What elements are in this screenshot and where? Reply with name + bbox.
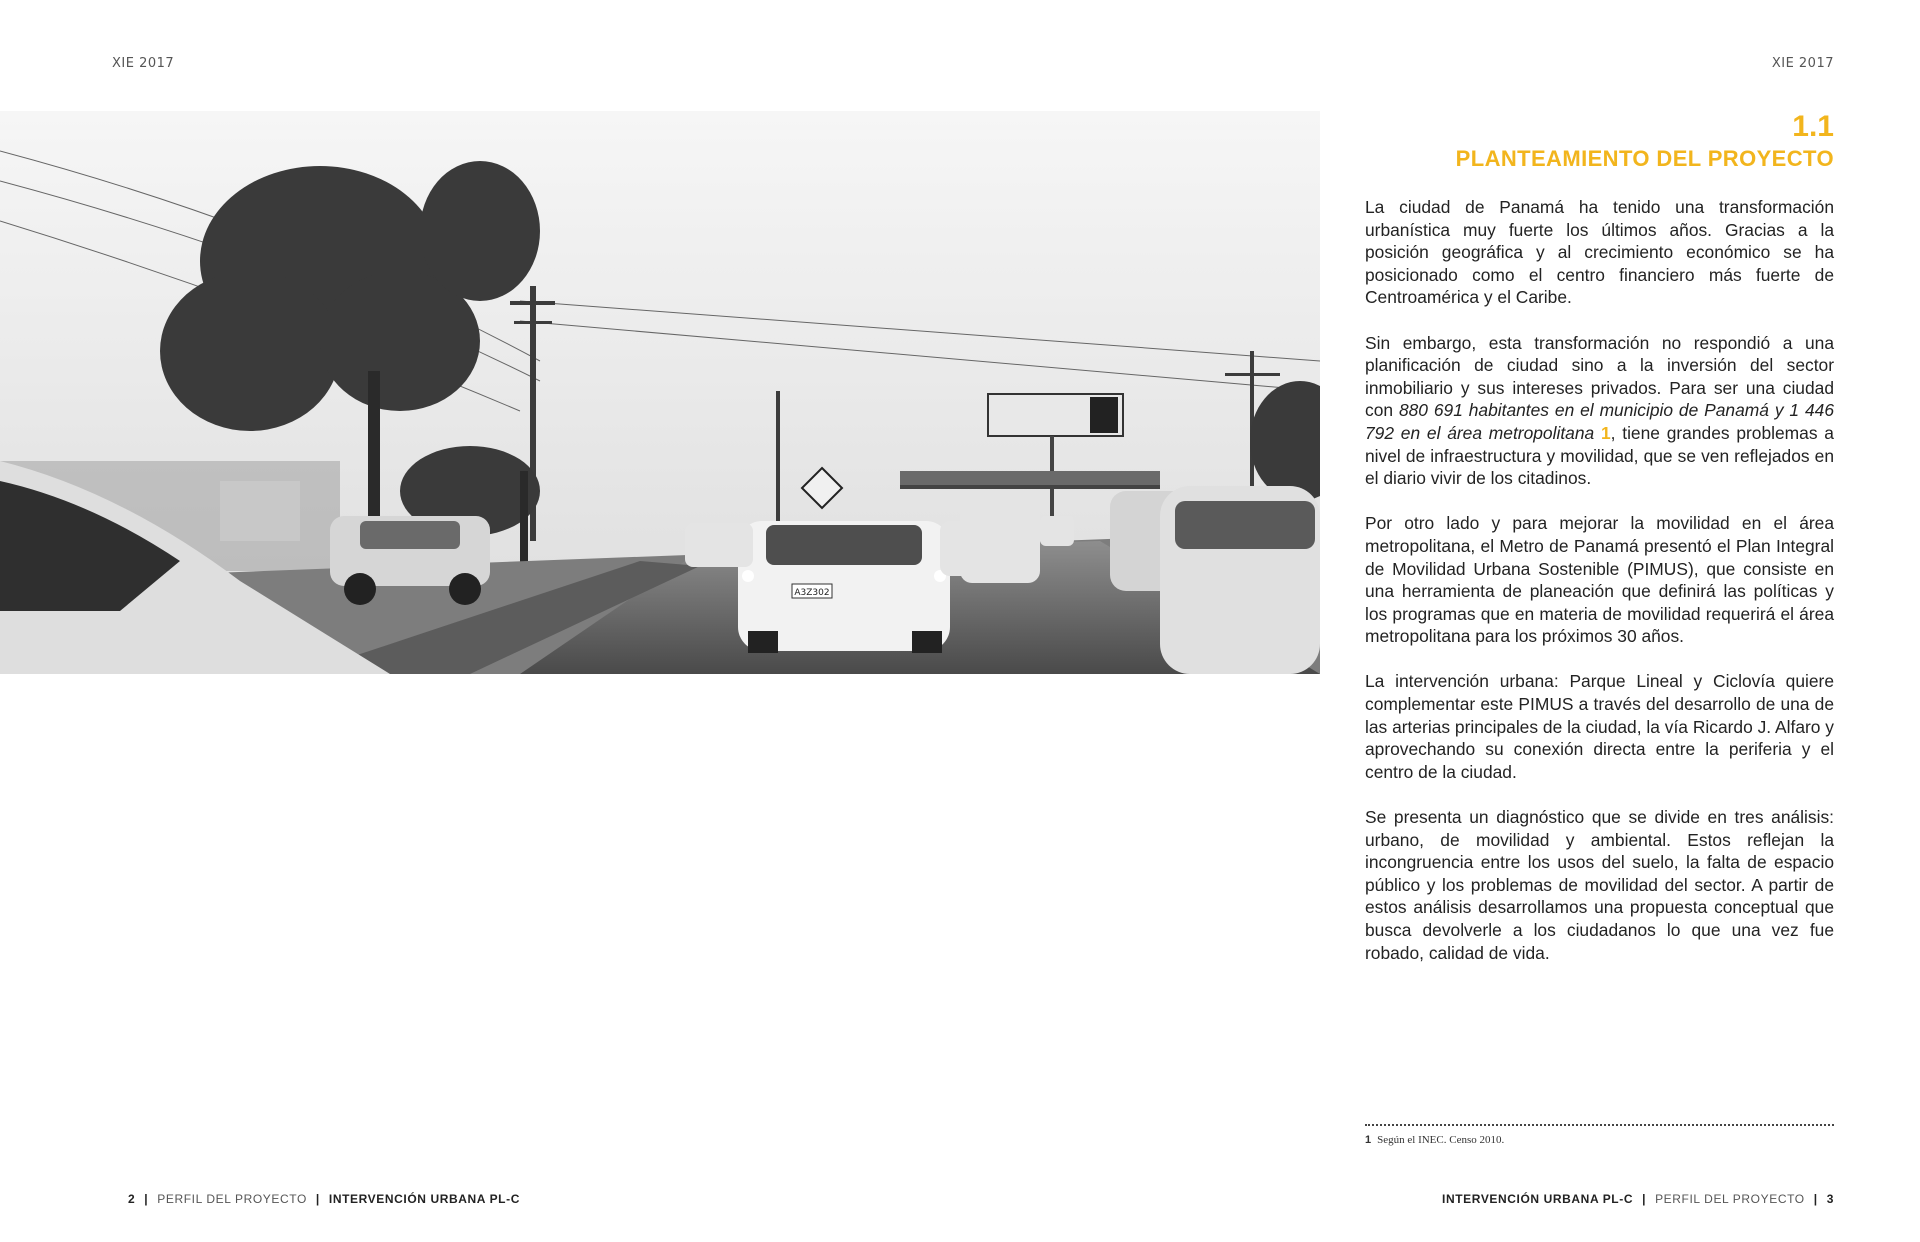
footer-page-number-left: 2 xyxy=(128,1192,136,1206)
footer-section-left: PERFIL DEL PROYECTO xyxy=(157,1192,307,1206)
paragraph-2 xyxy=(1365,332,1834,490)
footer-project-right: INTERVENCIÓN URBANA PL-C xyxy=(1442,1192,1634,1206)
license-plate: A3Z302 xyxy=(794,588,830,598)
paragraph-1: La ciudad de Panamá ha tenido una transformación urbanística muy fuerte los últimos años. Gracias a la posición geográfica y al crecimiento económico se ha posicionado como el centro financiero más fuerte de Centroamérica y el Caribe. xyxy=(1365,197,1834,308)
paragraph-4: La intervención urbana: Parque Lineal y Ciclovía quiere complementar este PIMUS a través del desarrollo de una de las arterias principales de la ciudad, la vía Ricardo J. Alfaro y aprovechando su conexión directa entre la periferia y el centro de la ciudad. xyxy=(1365,671,1834,782)
right-page xyxy=(1320,0,1920,1242)
footer-page-number-right: 3 xyxy=(1826,1192,1834,1206)
paragraph-2-italic: 880 691 habitantes en el municipio de Panamá y 1 446 792 en el área metropolitana xyxy=(1365,400,1834,443)
footnote-number: 1 xyxy=(1365,1134,1372,1146)
section-title: PLANTEAMIENTO DEL PROYECTO xyxy=(1455,146,1834,171)
paragraph-2-text-a: Sin embargo, esta transformación no respondió a una planificación de ciudad sino a la inversión del sector inmobiliario y sus intereses privados. Para ser una ciudad con xyxy=(1365,332,1834,421)
street-traffic-photo xyxy=(0,111,1320,674)
footnote-divider xyxy=(1365,1124,1834,1126)
footer-right: INTERVENCIÓN URBANA PL-C | PERFIL DEL PROYECTO | 3 xyxy=(1442,1192,1834,1206)
footer-left: 2 | PERFIL DEL PROYECTO | INTERVENCIÓN URBANA PL-C xyxy=(128,1192,520,1206)
header-date-right: XIE 2017 xyxy=(1771,56,1834,71)
footnote xyxy=(1365,1134,1504,1146)
paragraph-2-text-b: , tiene grandes problemas a nivel de infraestructura y movilidad, que se ven reflejados en el diario vivir de los citadinos. xyxy=(1365,422,1834,489)
paragraph-5: Se presenta un diagnóstico que se divide en tres análisis: urbano, de movilidad y ambiental. Estos reflejan la incongruencia entre los usos del suelo, la falta de espacio público y los problemas de movilidad del sector. A partir de estos análisis desarrollamos una propuesta conceptual que busca devolverle a los ciudadanos lo que una vez fue robado, calidad de vida. xyxy=(1365,807,1834,963)
body-text xyxy=(1365,196,1834,987)
footnote-text: Según el INEC. Censo 2010. xyxy=(1377,1134,1505,1146)
paragraph-3: Por otro lado y para mejorar la movilidad en el área metropolitana, el Metro de Panamá presentó el Plan Integral de Movilidad Urbana Sostenible (PIMUS), que consiste en una herramienta de planeación que definirá las políticas y los programas que en materia de movilidad requerirá el área metropolitana para los próximos 30 años. xyxy=(1365,513,1834,647)
footer-section-right: PERFIL DEL PROYECTO xyxy=(1655,1192,1805,1206)
header-date-left: XIE 2017 xyxy=(112,56,175,71)
footer-project-left: INTERVENCIÓN URBANA PL-C xyxy=(328,1192,520,1206)
footnote-reference[interactable]: 1 xyxy=(1600,422,1611,443)
section-number: 1.1 xyxy=(1792,110,1834,143)
sedan-center xyxy=(738,521,950,653)
